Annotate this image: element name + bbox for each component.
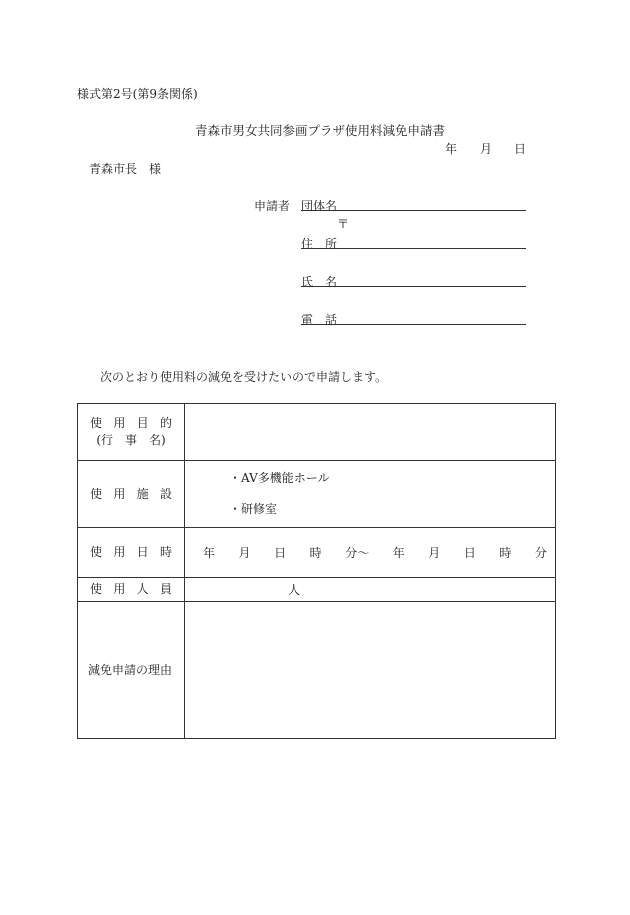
end-day-unit: 日 [463, 546, 476, 560]
facility-label-cell [78, 461, 185, 528]
people-input-cell[interactable] [185, 578, 556, 602]
intro-text: 次のとおり使用料の減免を受けたいので申請します。 [100, 370, 388, 384]
phone-field[interactable] [301, 324, 526, 325]
addressee: 青森市長 様 [89, 162, 162, 176]
reason-input-cell[interactable] [185, 602, 556, 739]
datetime-input-cell[interactable] [185, 528, 556, 578]
date-day-label: 日 [514, 142, 527, 156]
end-year-unit: 年 [392, 546, 405, 560]
address-label: 住 所 [301, 237, 338, 251]
facility-label: 使 用 施 設 [90, 486, 172, 501]
people-unit: 人 [288, 583, 301, 597]
application-table [77, 403, 556, 739]
name-label: 氏 名 [301, 275, 338, 289]
purpose-label: 使 用 目 的 [90, 416, 172, 430]
datetime-label: 使 用 日 時 [90, 545, 172, 559]
people-row [78, 578, 556, 602]
datetime-row [78, 528, 556, 578]
facility-option-training-room[interactable]: ・研修室 [229, 502, 278, 516]
people-label: 使 用 人 員 [90, 582, 172, 596]
purpose-row [78, 404, 556, 461]
reason-label-cell [78, 602, 185, 739]
start-day-unit: 日 [274, 546, 287, 560]
datetime-units [185, 544, 555, 561]
start-minute-unit: 分〜 [345, 546, 370, 560]
purpose-input-cell[interactable] [185, 404, 556, 461]
page-title: 青森市男女共同参画プラザ使用料減免申請書 [195, 123, 446, 138]
name-field[interactable] [301, 286, 526, 287]
group-name-label: 団体名 [301, 199, 338, 213]
form-number: 様式第2号(第9条関係) [77, 87, 198, 101]
purpose-label-cell [78, 404, 185, 461]
facility-row [78, 461, 556, 528]
facility-options-cell [185, 461, 556, 528]
reason-row [78, 602, 556, 739]
phone-label: 電 話 [301, 313, 338, 327]
group-name-field[interactable] [301, 210, 526, 211]
start-year-unit: 年 [203, 546, 216, 560]
end-month-unit: 月 [428, 546, 441, 560]
reason-label: 減免申請の理由 [88, 662, 173, 677]
event-name-label: (行 事 名) [96, 433, 166, 447]
postal-mark: 〒 [337, 217, 350, 231]
end-hour-unit: 時 [499, 546, 512, 560]
start-month-unit: 月 [238, 546, 251, 560]
datetime-label-cell [78, 528, 185, 578]
people-label-cell [78, 578, 185, 602]
date-year-label: 年 [445, 142, 458, 156]
date-month-label: 月 [480, 142, 493, 156]
start-hour-unit: 時 [309, 546, 322, 560]
applicant-label: 申請者 [254, 199, 291, 213]
end-minute-unit: 分 [534, 546, 547, 560]
facility-option-av-hall[interactable]: ・AV多機能ホール [229, 471, 330, 485]
address-field[interactable] [301, 248, 526, 249]
